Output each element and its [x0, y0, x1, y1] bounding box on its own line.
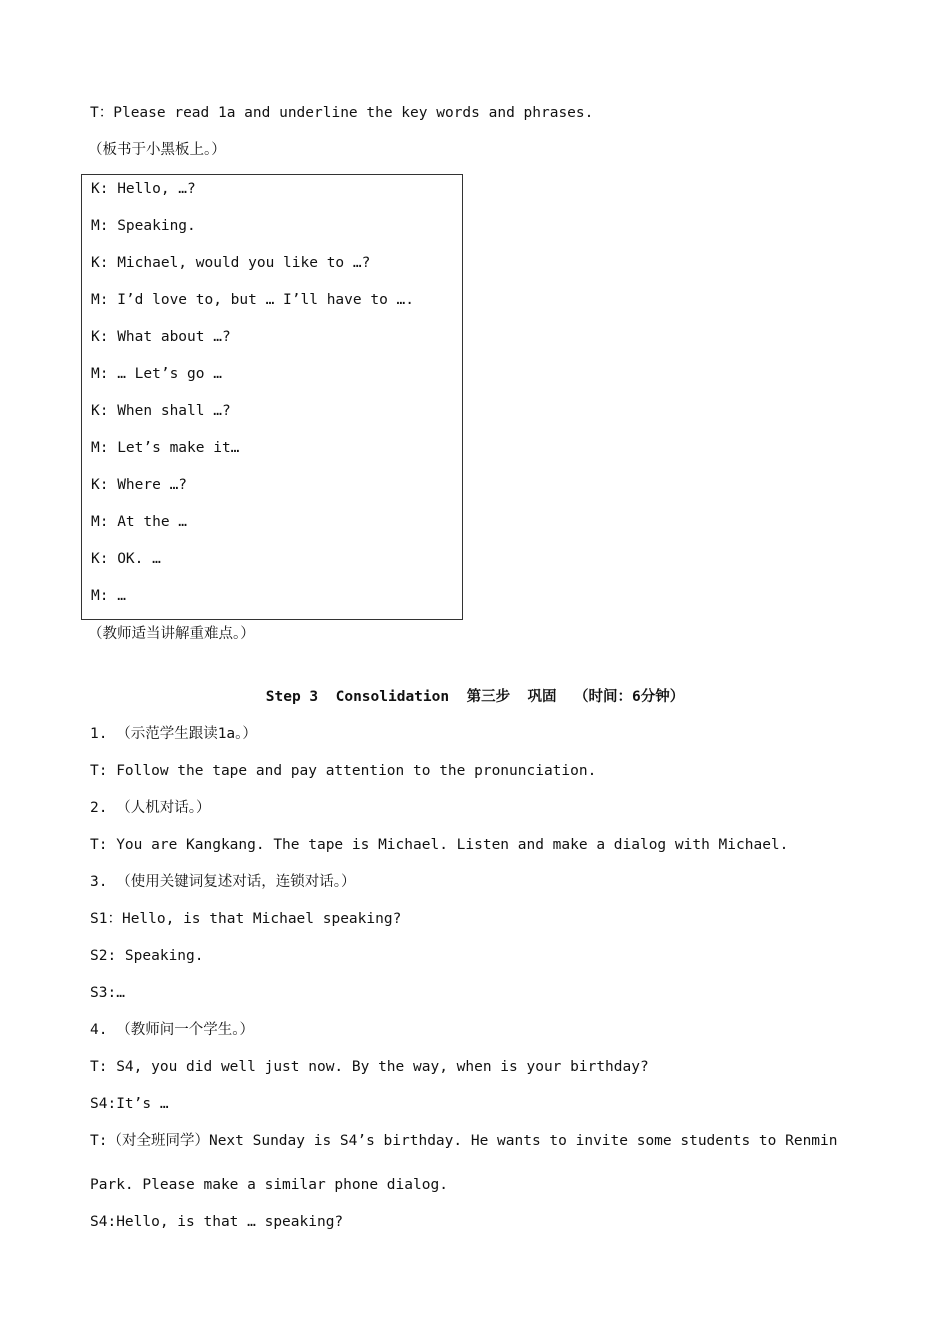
board-note: （板书于小黑板上。）	[88, 142, 226, 158]
step3-line: S1：Hello, is that Michael speaking?	[90, 911, 402, 927]
step3-line: T: Follow the tape and pay attention to the pronunciation.	[90, 763, 597, 779]
dialog-line: K: Where …?	[91, 477, 188, 493]
dialog-line: M: Let’s make it…	[91, 440, 240, 456]
step3-line: 3. （使用关键词复述对话，连锁对话。）	[90, 874, 356, 890]
dialog-line: M: I’d love to, but … I’ll have to ….	[91, 292, 415, 308]
step3-line: S4:It’s …	[90, 1096, 169, 1112]
dialog-box	[81, 174, 463, 620]
teacher-explain-note: （教师适当讲解重难点。）	[88, 626, 255, 642]
dialog-line: K: What about …?	[91, 329, 231, 345]
step3-line: 4. （教师问一个学生。）	[90, 1022, 254, 1038]
step3-line: S4:Hello, is that … speaking?	[90, 1214, 344, 1230]
step3-line: Park. Please make a similar phone dialog.	[90, 1177, 448, 1193]
step3-line: 1. （示范学生跟读1a。）	[90, 726, 257, 742]
step3-line: 2. （人机对话。）	[90, 800, 211, 816]
dialog-line: M: …	[91, 588, 126, 604]
dialog-line: K: Hello, …?	[91, 181, 196, 197]
dialog-line: K: OK. …	[91, 551, 161, 567]
step3-line: T: S4, you did well just now. By the way, when is your birthday?	[90, 1059, 649, 1075]
step3-line: T:（对全班同学）Next Sunday is S4’s birthday. He wants to invite some students to Renmin	[90, 1133, 838, 1149]
instruction-line: T：Please read 1a and underline the key words and phrases.	[90, 105, 594, 121]
dialog-line: M: Speaking.	[91, 218, 196, 234]
step3-line: S3:…	[90, 985, 125, 1001]
dialog-line: M: At the …	[91, 514, 188, 530]
dialog-line: M: … Let’s go …	[91, 366, 222, 382]
dialog-line: K: When shall …?	[91, 403, 231, 419]
step3-heading: Step 3 Consolidation 第三步 巩固 （时间：6分钟）	[265, 689, 685, 705]
dialog-line: K: Michael, would you like to …?	[91, 255, 371, 271]
step3-line: T: You are Kangkang. The tape is Michael. Listen and make a dialog with Michael.	[90, 837, 789, 853]
step3-line: S2: Speaking.	[90, 948, 204, 964]
